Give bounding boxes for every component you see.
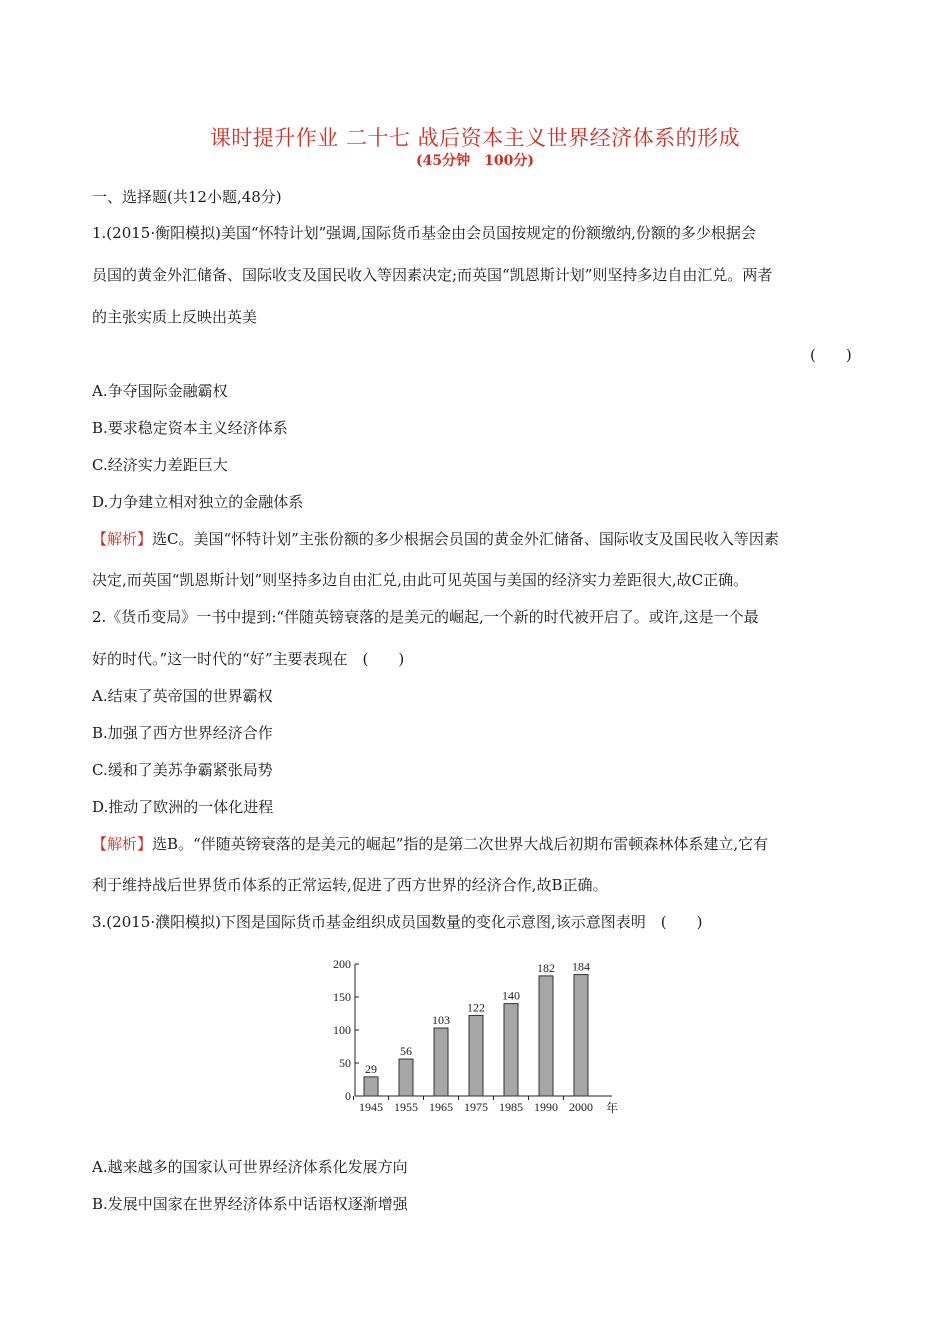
q3-option-a: A.越来越多的国家认可世界经济体系化发展方向	[92, 1158, 408, 1176]
bar-value-label: 184	[572, 959, 590, 974]
q1-line-1: 1.(2015·衡阳模拟)美国“怀特计划”强调,国际货币基金由会员国按规定的份额缴纳,份额的多少根据会	[92, 224, 756, 242]
bar	[539, 976, 553, 1096]
q2-line-2: 好的时代。”这一时代的“好”主要表现在 ( )	[92, 650, 405, 668]
q1-analysis-line-2: 决定,而英国“凯恩斯计划”则坚持多边自由汇兑,由此可见英国与美国的经济实力差距很大,故C正确。	[92, 571, 749, 589]
q2-line-1: 2.《货币变局》一书中提到:“伴随英镑衰落的是美元的崛起,一个新的时代被开启了。或许,这是一个最	[92, 608, 759, 626]
page-title: 课时提升作业 二十七 战后资本主义世界经济体系的形成	[209, 126, 741, 150]
q1-option-d: D.力争建立相对独立的金融体系	[92, 493, 304, 511]
bar	[574, 975, 588, 1096]
bar	[469, 1015, 483, 1096]
bar-value-label: 29	[365, 1061, 377, 1076]
q2-option-c: C.缓和了美苏争霸紧张局势	[92, 761, 273, 779]
y-tick-label: 50	[339, 1056, 351, 1070]
q1-analysis-line-1: 【解析】选C。美国“怀特计划”主张份额的多少根据会员国的黄金外汇储备、国际收支及国民收入等因素	[92, 530, 779, 548]
q1-option-c: C.经济实力差距巨大	[92, 456, 228, 474]
section-heading: 一、选择题(共12小题,48分)	[92, 188, 282, 206]
bar-value-label: 182	[537, 960, 555, 975]
q3-option-b: B.发展中国家在世界经济体系中话语权逐渐增强	[92, 1195, 408, 1213]
q2-analysis-line-2: 利于维持战后世界货币体系的正常运转,促进了西方世界的经济合作,故B正确。	[92, 876, 608, 894]
q2-analysis-line-1: 【解析】选B。“伴随英镑衰落的是美元的崛起”指的是第二次世界大战后初期布雷顿森林体系建立,它有	[92, 835, 769, 853]
bar-value-label: 122	[467, 1000, 485, 1015]
bar	[364, 1077, 378, 1096]
q1-option-a: A.争夺国际金融霸权	[92, 382, 228, 400]
x-tick-label: 1965	[429, 1100, 453, 1114]
x-tick-label: 1955	[394, 1100, 418, 1114]
q1-analysis-label: 【解析】	[92, 530, 153, 548]
bar	[399, 1059, 413, 1096]
page-subtitle: (45分钟 100分)	[416, 153, 534, 169]
bar-value-label: 56	[400, 1044, 412, 1059]
q2-option-a: A.结束了英帝国的世界霸权	[92, 687, 273, 705]
q3-line-1: 3.(2015·濮阳模拟)下图是国际货币基金组织成员国数量的变化示意图,该示意图表明 ( )	[92, 913, 703, 931]
x-tick-label: 1985	[499, 1100, 523, 1114]
bar	[504, 1004, 518, 1096]
bar-value-label: 103	[432, 1013, 450, 1028]
y-tick-label: 100	[333, 1023, 351, 1037]
q2-analysis-label: 【解析】	[92, 835, 153, 853]
q1-line-2: 员国的黄金外汇储备、国际收支及国民收入等因素决定;而英国“凯恩斯计划”则坚持多边自由汇兑。两者	[92, 266, 773, 284]
bar-value-label: 140	[502, 988, 520, 1003]
y-tick-label: 200	[333, 957, 351, 971]
q2-option-b: B.加强了西方世界经济合作	[92, 724, 273, 742]
x-tick-label: 1945	[359, 1100, 383, 1114]
q2-option-d: D.推动了欧洲的一体化进程	[92, 798, 274, 816]
x-tick-label: 1990	[534, 1100, 558, 1114]
bar	[434, 1028, 448, 1096]
q1-option-b: B.要求稳定资本主义经济体系	[92, 419, 288, 437]
q1-line-3: 的主张实质上反映出英美	[92, 308, 258, 326]
x-tick-label: 2000	[569, 1100, 593, 1114]
x-tick-label: 1975	[464, 1100, 488, 1114]
y-tick-label: 0	[345, 1089, 351, 1103]
x-axis-unit-label: 年	[606, 1101, 619, 1115]
member-count-bar-chart	[320, 950, 640, 1122]
q1-answer-paren: ( )	[810, 346, 852, 364]
y-tick-label: 150	[333, 990, 351, 1004]
